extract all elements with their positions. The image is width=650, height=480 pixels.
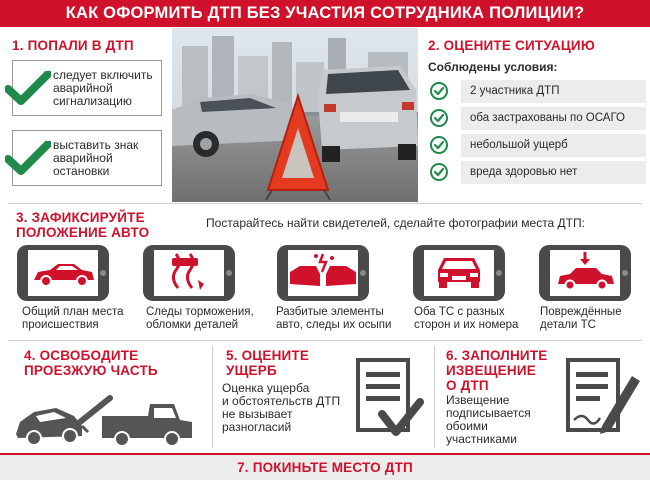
step1-item2-line2: аварийной [53,151,113,165]
step4-title-line2: ПРОЕЗЖУЮ ЧАСТЬ [24,363,158,378]
phone-photo-2 [142,244,236,302]
step7-footer: 7. ПОКИНЬТЕ МЕСТО ДТП [0,453,650,480]
step6-title-line1: 6. ЗАПОЛНИТЕ [446,348,548,363]
step6-title-line3: О ДТП [446,378,489,393]
step6-line2: подписывается [446,406,531,420]
divider [8,203,642,204]
step3-hint: Постарайтесь найти свидетелей, сделайте фотографии места ДТП: [206,216,585,230]
check-icon [5,71,51,105]
check-circle-icon [430,163,448,181]
step6-line4: участниками [446,432,517,446]
document-pen-icon [562,356,642,448]
step1-item1-line2: аварийной [53,81,113,95]
step4-title-line1: 4. ОСВОБОДИТЕ [24,348,139,363]
photo1-caption-line1: Общий план места [22,306,124,318]
step5-line3: не вызывает [222,407,293,421]
page-header: КАК ОФОРМИТЬ ДТП БЕЗ УЧАСТИЯ СОТРУДНИКА ПОЛИЦИИ? [0,0,650,27]
step5-title-line1: 5. ОЦЕНИТЕ [226,348,310,363]
photo2-caption-line1: Следы торможения, [146,306,254,318]
divider [434,346,435,448]
step3-title-line1: 3. ЗАФИКСИРУЙТЕ [16,210,145,225]
step6-line3: обоими [446,419,488,433]
condition-text: небольшой ущерб [470,139,568,151]
check-circle-icon [430,82,448,100]
step6-line1: Извещение [446,393,510,407]
step3-title [16,210,149,240]
photo3-caption-line1: Разбитые элементы [276,306,384,318]
condition-text: вреда здоровью нет [470,166,578,178]
photo1-caption-line2: происшествия [22,319,99,331]
check-icon [5,141,51,175]
photo5-caption-line2: детали ТС [540,319,596,331]
step4-title [24,348,158,378]
step1-item1-line3: сигнализацию [53,94,132,108]
step1-item-hazard-lights [12,60,162,116]
photo2-caption-line2: обломки деталей [146,319,239,331]
phone-photo-1 [16,244,110,302]
tow-truck-icon [12,382,198,448]
photo5-caption-line1: Повреждённые [540,306,622,318]
step2-title: 2. ОЦЕНИТЕ СИТУАЦИЮ [428,38,595,53]
step5-line1: Оценка ущерба [222,381,310,395]
photo4-caption-line2: сторон и их номера [414,319,519,331]
step1-item2-line1: выставить знак [53,138,139,152]
step6-title-line2: ИЗВЕЩЕНИЕ [446,363,536,378]
step1-item-warning-sign [12,130,162,186]
phone-photo-5 [538,244,632,302]
step1-title: 1. ПОПАЛИ В ДТП [12,38,134,53]
check-circle-icon [430,136,448,154]
condition-text: 2 участника ДТП [470,85,560,97]
step6-title [446,348,547,393]
photo3-caption-line2: авто, следы их осыпи [276,319,392,331]
step5-line4: разногласий [222,420,292,434]
step1-item1-line1: следует включить [53,68,153,82]
condition-text: оба застрахованы по ОСАГО [470,112,626,124]
step3-title-line2: ПОЛОЖЕНИЕ АВТО [16,225,150,240]
step5-line2: и обстоятельств ДТП [222,394,341,408]
phone-photo-4 [412,244,506,302]
divider [8,340,642,341]
photo4-caption-line1: Оба ТС с разных [414,306,505,318]
step5-title-line2: УЩЕРБ [226,363,277,378]
document-check-icon [352,356,424,448]
step2-subtitle: Соблюдены условия: [428,60,558,74]
accident-photo [172,28,418,202]
divider [212,346,213,448]
step1-item2-line3: остановки [53,164,110,178]
step5-title [226,348,309,378]
phone-photo-3 [276,244,370,302]
check-circle-icon [430,109,448,127]
